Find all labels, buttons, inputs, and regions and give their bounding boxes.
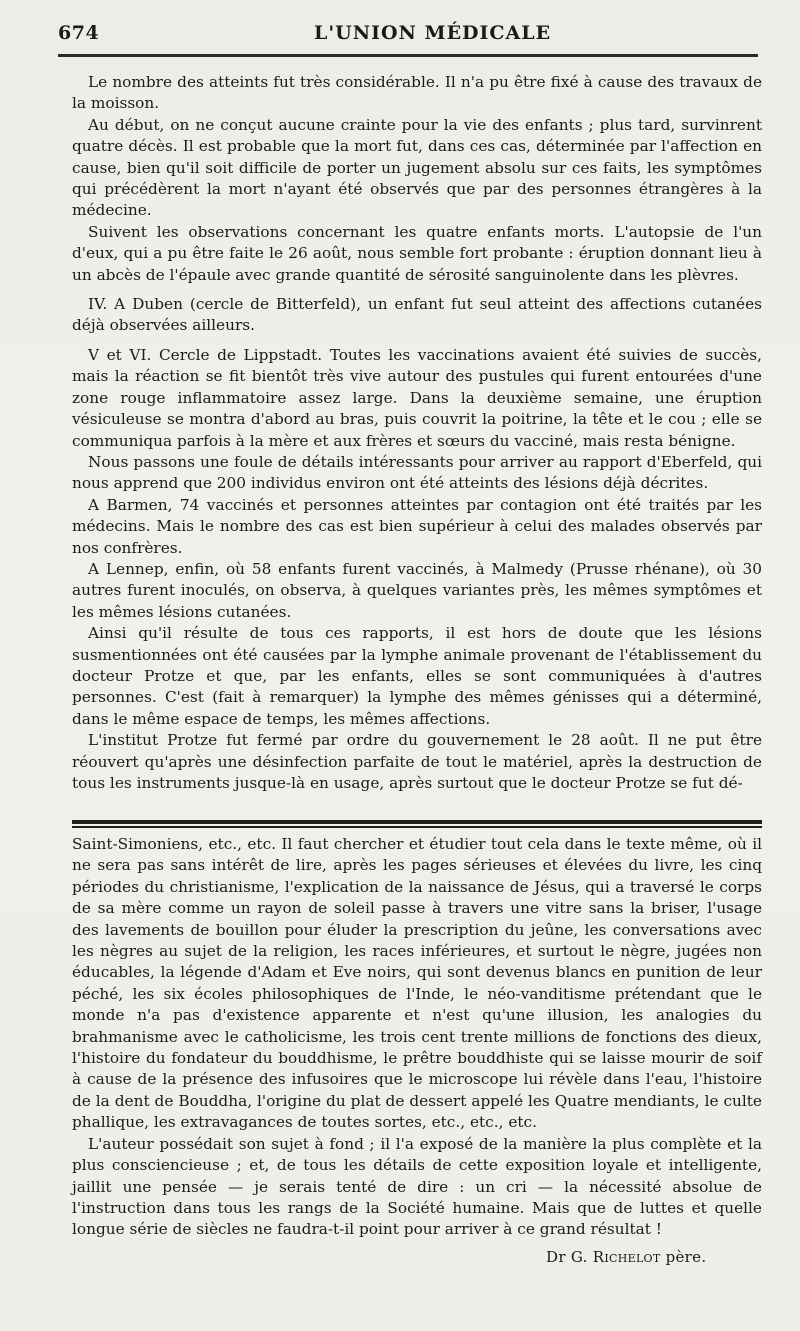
paragraph: L'auteur possédait son sujet à fond ; il l'a exposé de la manière la plus complète et la plus consciencieuse ; et, de tous les détails de cette exposition loyale et intelligente, jaillit une pensée — je serais tenté de dire : un cri — la nécessité absolue de l'instruction dans tous les rangs de la Société humaine. Mais que de luttes et quelle longue série de siècles ne faudra-t-il point pour arriver à ce grand résultat ! (72, 1134, 762, 1239)
page-number: 674 (58, 22, 100, 44)
paragraph: Ainsi qu'il résulte de tous ces rapports, il est hors de doute que les lésions susmentionnées ont été causées par la lymphe animale provenant de l'établissement du docteur Protze et que, par les enfants, elles se sont communiquées à d'autres personnes. C'est (fait à remarquer) la lymphe des mêmes génisses qui a déterminé, dans le même espace de temps, les mêmes affections. (72, 624, 762, 728)
feuilleton-body (72, 834, 762, 1241)
page-header (58, 22, 772, 50)
signature-prefix: Dr G. (546, 1248, 588, 1266)
paragraph: IV. A Duben (cercle de Bitterfeld), un enfant fut seul atteint des affections cutanées déjà observées ailleurs. (72, 295, 762, 335)
paragraph: Au début, on ne conçut aucune crainte pour la vie des enfants ; plus tard, survinrent quatre décès. Il est probable que la mort fut, dans ces cas, déterminée par l'affection en cause, bien qu'il soit difficile de porter un jugement absolu sur ces faits, les symptômes qui précédèrent la mort n'ayant été observés que par des personnes étrangères à la médecine. (72, 115, 762, 220)
paragraph: Saint-Simoniens, etc., etc. Il faut chercher et étudier tout cela dans le texte même, où il ne sera pas sans intérêt de lire, après les pages sérieuses et élevées du livre, les cinq périodes du christianisme, l'explication de la naissance de Jésus, qui a traversé le corps de sa mère comme un rayon de soleil passe à travers une vitre sans la briser, l'usage des lavements de bouillon pour éluder la prescription du jeûne, les conversations avec les nègres au sujet de la religion, les races inférieures, et surtout le nègre, jugées non éducables, la légende d'Adam et Eve noirs, qui sont devenus blancs en punition de leur péché, les six écoles philosophiques de l'Inde, le néo-vanditisme prétendant que le monde n'a pas d'existence apparente et n'est qu'une illusion, les analogies du brahmanisme avec le catholicisme, les trois cent trente millions de fonctions des dieux, l'histoire du fondateur du bouddhisme, le prêtre bouddhiste qui se laisse mourir de soif à cause de la présence des infusoires que le microscope lui révèle dans l'eau, l'histoire de la dent de Bouddha, l'origine du plat de dessert appelé les Quatre mendiants, le culte phallique, les extravagances de toutes sortes, etc., etc., etc. (72, 835, 762, 1132)
article-body (72, 72, 762, 794)
paragraph: Le nombre des atteints fut très considérable. Il n'a pu être fixé à cause des travaux de la moisson. (72, 73, 762, 113)
section-divider (72, 820, 762, 829)
paragraph: L'institut Protze fut fermé par ordre du gouvernement le 28 août. Il ne put être réouvert qu'après une désinfection parfaite de tout le matériel, après la destruction de tous les instruments jusque-là en usage, après surtout que le docteur Protze se fut dé- (72, 731, 762, 792)
signature-suffix: père. (665, 1248, 707, 1266)
paragraph: A Lennep, enfin, où 58 enfants furent vaccinés, à Malmedy (Prusse rhénane), où 30 autres furent inoculés, on observa, à quelques variantes près, les mêmes symptômes et les mêmes lésions cutanées. (72, 559, 762, 621)
paragraph: Nous passons une foule de détails intéressants pour arriver au rapport d'Eberfeld, qui nous apprend que 200 individus environ ont été atteints des lésions déjà décrites. (72, 452, 762, 493)
running-title: L'UNION MÉDICALE (314, 22, 552, 44)
header-rule (58, 54, 758, 57)
signature-name: Richelot (592, 1248, 661, 1266)
paragraph: Suivent les observations concernant les quatre enfants morts. L'autopsie de l'un d'eux, qui a pu être faite le 26 août, nous semble fort probante : éruption donnant lieu à un abcès de l'épaule avec grande quantité de sérosité sanguinolente dans les plèvres. (72, 222, 762, 284)
author-signature (546, 1248, 706, 1266)
paragraph: V et VI. Cercle de Lippstadt. Toutes les vaccinations avaient été suivies de succès, mais la réaction se fit bientôt très vive autour des pustules qui furent entourées d'une zone rouge inflammatoire assez large. Dans la deuxième semaine, une éruption vésiculeuse se montra d'abord au bras, puis couvrit la poitrine, la tête et le cou ; elle se communiqua parfois à la mère et aux frères et sœurs du vacciné, mais resta bénigne. (72, 345, 762, 450)
paragraph: A Barmen, 74 vaccinés et personnes atteintes par contagion ont été traités par les médecins. Mais le nombre des cas est bien supérieur à celui des malades observés par nos confrères. (72, 495, 762, 557)
